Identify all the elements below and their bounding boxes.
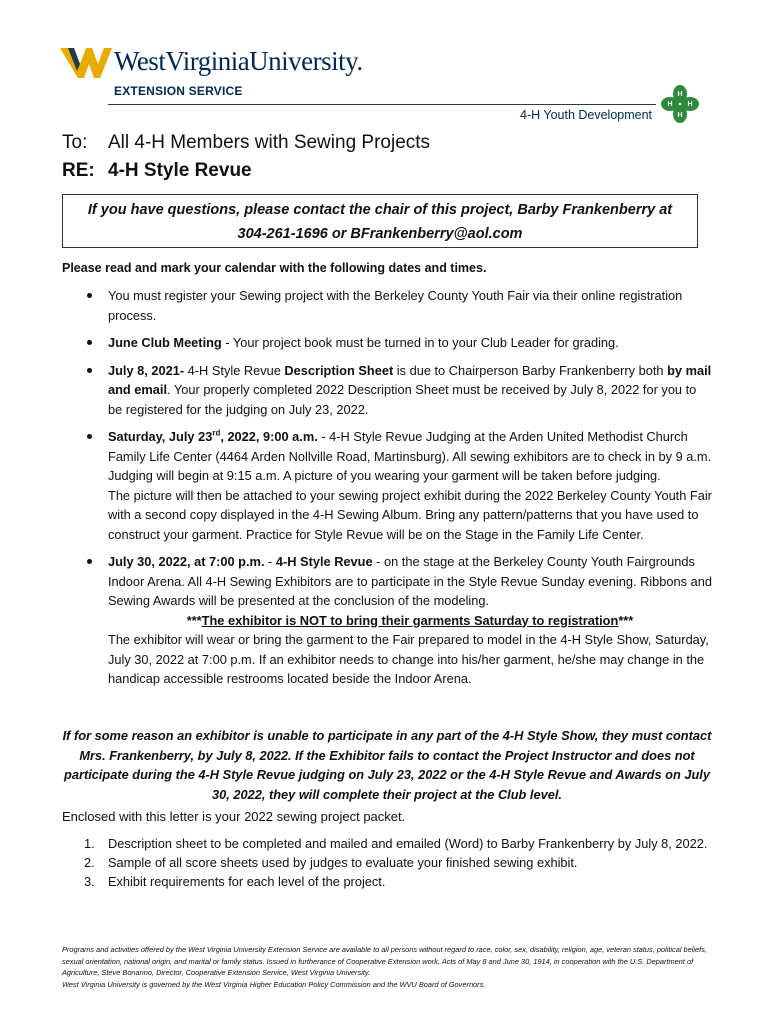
list-item — [62, 361, 712, 420]
list-item — [62, 872, 712, 891]
registration-notice: ***The exhibitor is NOT to bring their garments Saturday to registration*** — [186, 612, 634, 628]
header-divider — [108, 104, 656, 105]
bullet-bold: July 8, 2021- — [108, 362, 185, 378]
list-item — [62, 552, 712, 689]
memo-to-line — [62, 132, 430, 154]
dates-list — [62, 286, 712, 697]
re-label: RE: — [62, 160, 95, 181]
bullet-icon — [87, 293, 92, 298]
svg-text:H: H — [667, 101, 673, 108]
bullet-icon — [87, 559, 92, 564]
list-item — [62, 286, 712, 325]
bullet-icon — [87, 340, 92, 345]
list-item — [62, 333, 712, 353]
letterhead — [60, 38, 710, 128]
bullet-text: is due to Chairperson Barby Frankenberry both — [393, 362, 668, 378]
program-label: 4-H Youth Development — [520, 108, 653, 122]
list-item — [62, 427, 712, 544]
bullet-bold: June Club Meeting — [108, 335, 222, 350]
bullet-text: - — [264, 554, 276, 569]
bullet-bold: Description Sheet — [284, 362, 394, 378]
to-label: To: — [62, 132, 88, 153]
bullet-icon — [87, 368, 92, 373]
wvu-flying-wv-logo — [60, 44, 112, 82]
list-item — [62, 853, 712, 872]
bullet-text: 4-H Style Revue — [184, 362, 285, 378]
svg-text:H: H — [677, 91, 683, 98]
bullet-text: - on the stage at the Berkeley County Youth Fairgrounds Indoor Arena. All 4-H Sewing Exhibitors are to participate in the Style Revue Sunday evening. Ribbons and Sewing Awards will be presented at the conclusion of the modeling. — [108, 554, 712, 608]
svg-text:H: H — [677, 112, 683, 119]
item-number: 2. — [84, 855, 95, 870]
intro-text: Please read and mark your calendar with the following dates and times. — [62, 261, 487, 275]
bullet-bold: July 30, 2022, at 7:00 p.m. — [108, 554, 265, 569]
bullet-paragraph: The picture will then be attached to your sewing project exhibit during the 2022 Berkeley County Youth Fair with a second copy displayed in the 4-H Sewing Album. Bring any pattern/patterns that you have used to construct your garment. Practice for Style Revue will be on the Stage in the Family Life Center. — [108, 487, 712, 542]
item-text: Sample of all score sheets used by judges to evaluate your finished sewing exhibit. — [108, 855, 578, 870]
bullet-icon — [87, 434, 92, 439]
bullet-bold: by mail and email — [108, 362, 712, 397]
to-value: All 4-H Members with Sewing Projects — [108, 132, 431, 153]
item-number: 3. — [84, 874, 95, 889]
ordinal-suffix: rd — [212, 428, 221, 438]
university-name: WestVirginiaUniversity. — [114, 46, 363, 76]
extension-service-label: EXTENSION SERVICE — [114, 84, 243, 98]
notice-underlined: The exhibitor is NOT to bring their garments Saturday to registration — [201, 612, 619, 628]
bullet-text: You must register your Sewing project with the Berkeley County Youth Fair via their online registration process. — [108, 288, 683, 323]
bullet-text: . Your properly completed 2022 Description Sheet must be received by July 8, 2022 for you to be registered for the judging on July 23, 2022. — [108, 382, 697, 417]
bullet-bold: , 2022, 9:00 a.m. — [220, 429, 318, 444]
bullet-text: - 4-H Style Revue Judging at the Arden United Methodist Church Family Life Center (4464 Arden Nollville Road, Martinsburg). All sewing exhibitors are to check in by 9 a.m. Judging will begin at 9:15 a.m. A picture of you wearing your garment will be taken before judging. — [108, 429, 712, 483]
footer-line-2: West Virginia University is governed by the West Virginia Higher Education Policy Commission and the WVU Board of Governors. — [62, 979, 486, 989]
warning-paragraph: If for some reason an exhibitor is unable to participate in any part of the 4-H Style Show, they must contact Mrs. Frankenberry, by July 8, 2022. If the Exhibitor fails to contact the Project Instructor and does not participate during the 4-H Style Revue judging on July 23, 2022 or the 4-H Style Revue and Awards on July 30, 2022, they will complete their project at the Club level. — [62, 728, 712, 802]
footer-line-1: Programs and activities offered by the West Virginia University Extension Service are available to all persons without regard to race, color, sex, disability, religion, age, veteran status, political beliefs, sexual orientation, national origin, and marital or family status. Issued in furtherance of Cooperative Extension work, Acts of May 8 and June 30, 1914, in cooperation with the U.S. Department of Agriculture, Steve Bonanno, Director, Cooperative Extension Service, West Virginia University. — [62, 945, 707, 977]
re-value: 4-H Style Revue — [108, 160, 252, 181]
svg-text:H: H — [687, 101, 693, 108]
list-item — [62, 834, 712, 853]
contact-box — [62, 194, 698, 248]
bullet-paragraph: The exhibitor will wear or bring the garment to the Fair prepared to model in the 4-H Style Show, Saturday, July 30, 2022 at 7:00 p.m. If an exhibitor needs to change into his/her garment, he/she may change in the handicap accessible restrooms located beside the Indoor Arena. — [108, 632, 709, 686]
item-text: Description sheet to be completed and mailed and emailed (Word) to Barby Frankenberry by July 8, 2022. — [108, 836, 708, 851]
contact-line-1: If you have questions, please contact the chair of this project, Barby Frankenberry at — [87, 202, 673, 218]
enclosed-text: Enclosed with this letter is your 2022 sewing project packet. — [62, 809, 406, 824]
4h-clover-icon — [660, 84, 700, 124]
bullet-text: - Your project book must be turned in to your Club Leader for grading. — [221, 335, 619, 350]
contact-line-2: 304-261-1696 or BFrankenberry@aol.com — [237, 226, 523, 242]
item-text: Exhibit requirements for each level of the project. — [108, 874, 386, 889]
bullet-bold: Saturday, July 23 — [108, 429, 213, 444]
footer-disclaimer — [62, 944, 712, 990]
item-number: 1. — [84, 836, 95, 851]
bullet-bold: 4-H Style Revue — [275, 554, 373, 569]
packet-list — [62, 834, 712, 891]
memo-re-line — [62, 160, 252, 182]
